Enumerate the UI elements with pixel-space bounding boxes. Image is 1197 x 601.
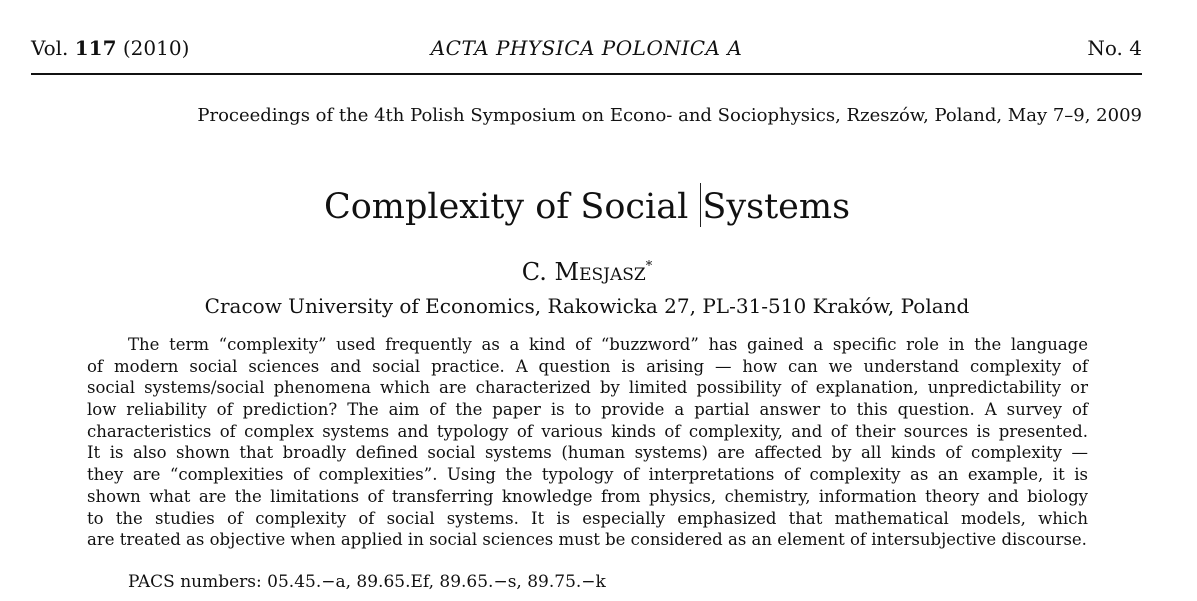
author-line xyxy=(0,258,1174,286)
abstract-line: shown what are the limitations of transferring knowledge from physics, chemistry, information theory and biology xyxy=(87,486,1088,506)
abstract-line: they are “complexities of complexities”. Using the typology of interpretations of complexity as an example, it is xyxy=(87,465,1088,485)
abstract-line: are treated as objective when applied in social sciences must be considered as an element of intersubjective discourse. xyxy=(87,530,1087,550)
header-rule xyxy=(31,73,1142,75)
abstract-line: characteristics of complex systems and typology of various kinds of complexity, and of their sources is presented. xyxy=(87,421,1088,441)
abstract-line: It is also shown that broadly defined social systems (human systems) are affected by all kinds of complexity — xyxy=(87,443,1088,463)
abstract-line: The term “complexity” used frequently as a kind of “buzzword” has gained a specific role in the language xyxy=(128,335,1088,354)
volume-year: (2010) xyxy=(122,36,190,60)
abstract xyxy=(87,334,1088,551)
abstract-line: to the studies of complexity of social systems. It is especially emphasized that mathematical models, which xyxy=(87,508,1088,528)
paper-title xyxy=(0,183,1174,227)
author-surname: Mesjasz xyxy=(554,258,646,286)
proceedings-line: Proceedings of the 4th Polish Symposium on Econo- and Sociophysics, Rzeszów, Poland, May 7–9, 2009 xyxy=(197,105,1142,126)
abstract-line: social systems/social phenomena which are characterized by limited possibility of explanation, unpredictability or xyxy=(87,378,1088,398)
journal-name: ACTA PHYSICA POLONICA A xyxy=(430,36,743,60)
author-initial: C. xyxy=(521,258,547,286)
abstract-line: low reliability of prediction? The aim of the paper is to provide a partial answer to this question. A survey of xyxy=(87,400,1088,420)
running-header xyxy=(31,36,1142,66)
issue-number: No. 4 xyxy=(1087,36,1142,60)
title-part-1: Complexity of Social xyxy=(323,187,700,227)
author-footnote-mark: * xyxy=(645,259,653,274)
volume-prefix: Vol. xyxy=(31,36,69,60)
title-part-2: Systems xyxy=(702,187,851,227)
author-affiliation: Cracow University of Economics, Rakowicka 27, PL-31-510 Kraków, Poland xyxy=(204,294,970,318)
volume-number: 117 xyxy=(74,36,117,60)
abstract-line: of modern social sciences and social practice. A question is arising — how can we understand complexity of xyxy=(87,356,1088,376)
pacs-numbers: PACS numbers: 05.45.−a, 89.65.Ef, 89.65.−s, 89.75.−k xyxy=(128,572,606,592)
